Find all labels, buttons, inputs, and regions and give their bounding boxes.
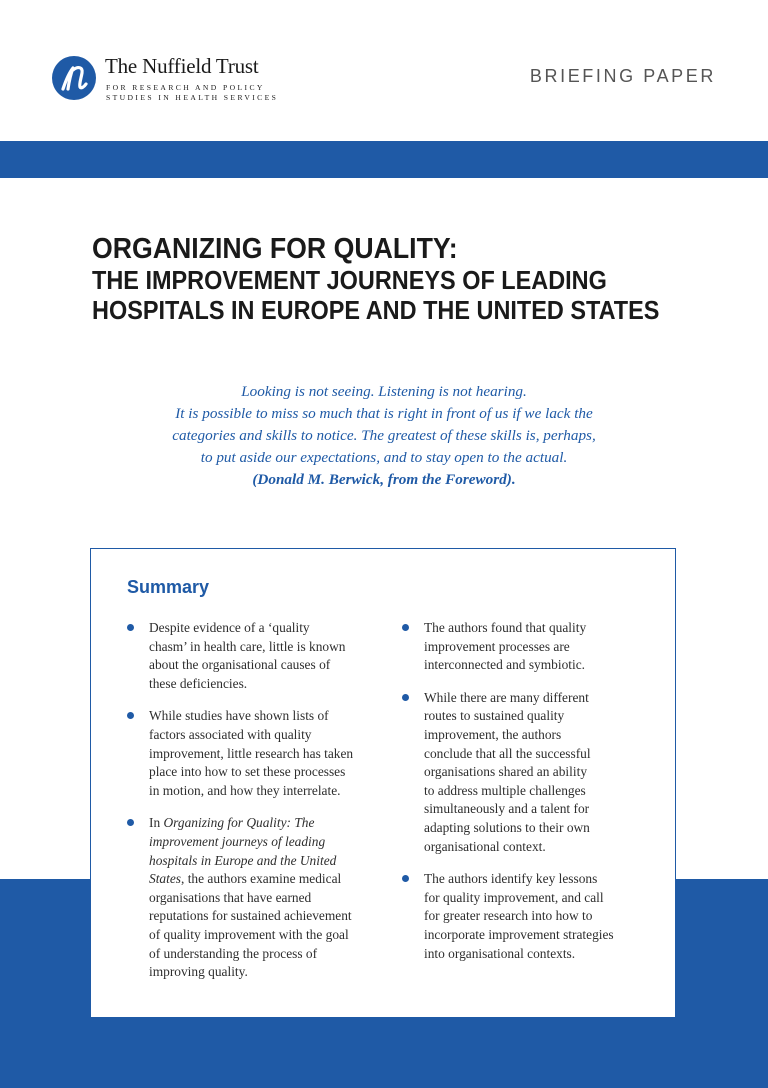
item-line: interconnected and symbiotic. bbox=[424, 657, 586, 673]
item-line: organisations shared an ability bbox=[424, 764, 588, 780]
bullet-icon bbox=[127, 712, 134, 719]
item-line: place into how to set these processes bbox=[149, 764, 346, 780]
item-line bbox=[149, 852, 357, 871]
item-line: organisations that have earned bbox=[149, 889, 312, 905]
quote-line: Looking is not seeing. Listening is not hearing. bbox=[241, 383, 527, 400]
header-band bbox=[0, 141, 768, 178]
quote-line: It is possible to miss so much that is right in front of us if we lack the bbox=[175, 405, 593, 422]
summary-right-column bbox=[402, 619, 632, 977]
book-title-text: Organizing for Quality: The bbox=[163, 815, 315, 831]
item-line: improvement, the authors bbox=[424, 726, 562, 742]
summary-heading: Summary bbox=[127, 577, 210, 597]
nuffield-n-logo-icon bbox=[52, 56, 96, 100]
summary-box bbox=[90, 548, 676, 1018]
nuffield-trust-logo bbox=[52, 54, 292, 104]
summary-bullet-item bbox=[402, 870, 632, 963]
item-line: chasm’ in health care, little is known bbox=[149, 638, 346, 654]
summary-bullet-item bbox=[127, 814, 357, 981]
item-line: these deficiencies. bbox=[149, 675, 248, 691]
book-title-text: improvement journeys of leading bbox=[149, 833, 326, 849]
summary-bullet-item bbox=[402, 689, 632, 856]
item-line: improvement processes are bbox=[424, 638, 570, 654]
bullet-icon bbox=[127, 819, 134, 826]
title-line-3: HOSPITALS IN EUROPE AND THE UNITED STATES bbox=[92, 297, 660, 325]
book-title-text: hospitals in Europe and the United bbox=[149, 852, 337, 868]
bullet-icon bbox=[402, 694, 409, 701]
bullet-icon bbox=[402, 624, 409, 631]
summary-left-column bbox=[127, 619, 357, 996]
org-name: The Nuffield Trust bbox=[105, 54, 259, 78]
summary-bullet-item bbox=[127, 707, 357, 800]
item-line: simultaneously and a talent for bbox=[424, 801, 590, 817]
title-line-2: THE IMPROVEMENT JOURNEYS OF LEADING bbox=[92, 267, 607, 295]
item-line: of quality improvement with the goal bbox=[149, 926, 349, 942]
item-line: into organisational contexts. bbox=[424, 945, 576, 961]
bullet-icon bbox=[402, 875, 409, 882]
item-line bbox=[149, 870, 357, 889]
item-line: The authors identify key lessons bbox=[424, 871, 598, 887]
item-line: factors associated with quality bbox=[149, 726, 312, 742]
item-line: of understanding the process of bbox=[149, 945, 318, 961]
item-line: about the organisational causes of bbox=[149, 657, 331, 673]
foreword-quote bbox=[100, 381, 668, 491]
summary-bullet-item bbox=[402, 619, 632, 675]
item-line: for greater research into how to bbox=[424, 908, 593, 924]
quote-attribution: (Donald M. Berwick, from the Foreword). bbox=[252, 471, 516, 488]
item-line: adapting solutions to their own bbox=[424, 819, 590, 835]
item-line: The authors found that quality bbox=[424, 620, 587, 635]
item-line: to address multiple challenges bbox=[424, 782, 586, 798]
item-text: In bbox=[149, 815, 164, 831]
bullet-icon bbox=[127, 624, 134, 631]
item-text: , the authors examine medical bbox=[181, 871, 342, 887]
document-type-label: BRIEFING PAPER bbox=[529, 66, 716, 86]
title-line-1: ORGANIZING FOR QUALITY: bbox=[92, 233, 458, 265]
page-title bbox=[92, 232, 681, 326]
quote-line: to put aside our expectations, and to stay open to the actual. bbox=[200, 449, 568, 466]
item-line: improving quality. bbox=[149, 964, 248, 980]
item-line: in motion, and how they interrelate. bbox=[149, 782, 341, 798]
item-line: incorporate improvement strategies bbox=[424, 926, 614, 942]
book-title-text: States bbox=[149, 871, 181, 887]
item-line: conclude that all the successful bbox=[424, 745, 591, 761]
item-line: routes to sustained quality bbox=[424, 708, 565, 724]
item-line: While studies have shown lists of bbox=[149, 708, 329, 724]
item-line: reputations for sustained achievement bbox=[149, 908, 352, 924]
item-line: for quality improvement, and call bbox=[424, 889, 604, 905]
item-line bbox=[149, 814, 357, 833]
org-tagline-1: FOR RESEARCH AND POLICY bbox=[106, 83, 265, 92]
item-line: improvement, little research has taken bbox=[149, 745, 354, 761]
quote-line: categories and skills to notice. The greatest of these skills is, perhaps, bbox=[172, 427, 596, 444]
item-line: While there are many different bbox=[424, 689, 589, 705]
item-line: Despite evidence of a ‘quality bbox=[149, 620, 310, 635]
org-tagline-2: STUDIES IN HEALTH SERVICES bbox=[106, 93, 279, 102]
item-line: organisational context. bbox=[424, 838, 546, 854]
summary-bullet-item bbox=[127, 619, 357, 693]
item-line bbox=[149, 833, 357, 852]
